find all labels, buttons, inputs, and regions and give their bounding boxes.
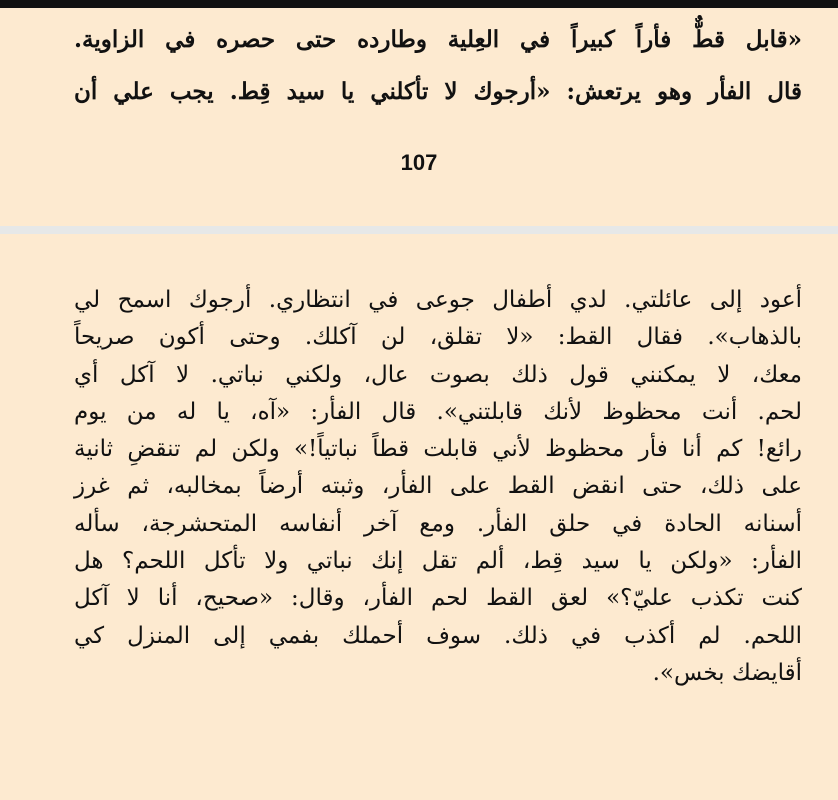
page-number: 107 (400, 150, 438, 175)
text-line: الفأر: «ولكن يا سيد قِط، ألم تقل إنك نباتي ولا تأكل اللحم؟ هل (74, 548, 802, 575)
text-line: قال الفأر وهو يرتعش: «أرجوك لا تأكلني يا سيد قِط. يجب علي أن (74, 78, 802, 105)
status-bar (0, 0, 838, 8)
page-text (74, 282, 802, 692)
page-text (74, 22, 802, 126)
text-line: أقايضك بخس». (652, 659, 802, 686)
text-line: معك، لا يمكنني قول ذلك بصوت عال، ولكني نباتي. لا آكل أي (74, 361, 802, 388)
page-divider (0, 226, 838, 234)
text-line: رائع! كم أنا فأر محظوظ لأني قابلت قطاً نباتياً!» ولكن لم تنقضِ ثانية (74, 436, 802, 463)
page-108 (0, 234, 838, 800)
text-line: كنت تكذب عليّ؟» لعق القط لحم الفأر، وقال: «صحيح، أنا لا آكل (74, 585, 802, 612)
text-line: بالذهاب». فقال القط: «لا تقلق، لن آكلك. وحتى أكون صريحاً (74, 324, 802, 351)
text-line: أعود إلى عائلتي. لدي أطفال جوعى في انتظاري. أرجوك اسمح لي (74, 287, 802, 313)
text-line: اللحم. لم أكذب في ذلك. سوف أحملك بفمي إلى المنزل كي (74, 622, 802, 649)
text-line: «قابل قطٌّ فأراً كبيراً في العِلية وطارده حتى حصره في الزاوية. (74, 26, 802, 53)
text-line: لحم. أنت محظوظ لأنك قابلتني». قال الفأر: «آه، يا له من يوم (74, 398, 802, 425)
text-line: على ذلك، حتى انقض القط على الفأر، وثبته أرضاً بمخالبه، ثم غرز (74, 473, 802, 500)
text-line: أسنانه الحادة في حلق الفأر. ومع آخر أنفاسه المتحشرجة، سأله (74, 510, 802, 537)
page-107 (0, 8, 838, 226)
